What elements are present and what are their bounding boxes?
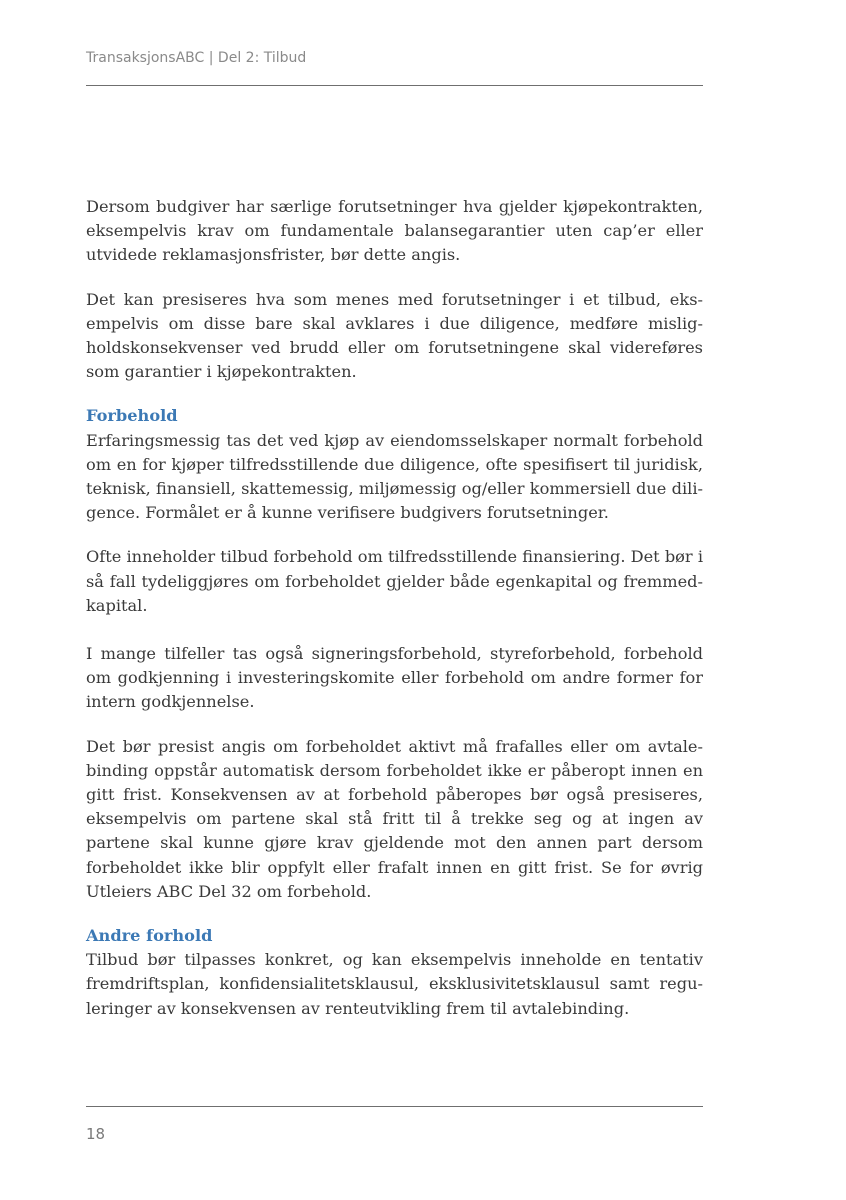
paragraph: I mange tilfeller tas også signeringsforbehold, styreforbehold, forbehold om godkjenning i investeringskomite eller forbehold om andre former for intern godkjennelse. <box>86 644 703 712</box>
header-divider <box>86 85 703 86</box>
paragraph: Erfaringsmessig tas det ved kjøp av eiendomsselskaper normalt forbehold om en for kjøper tilfredsstillende due diligence, ofte spesifisert til juridisk, teknisk, finansiell, skattemessig, miljømessig og/eller kommersiell due diligence. Formålet er å kunne verifisere budgivers forutsetninger. <box>86 430 703 523</box>
paragraph: Det bør presist angis om forbeholdet aktivt må frafalles eller om avtalebinding oppstår automatisk dersom forbeholdet ikke er påberopt innen en gitt frist. Konsekvensen av at forbehold påberopes bør også presiseres, eksempelvis om partene skal stå fritt til å trekke seg og at ingen av partene skal kunne gjøre krav gjeldende mot den annen part dersom forbeholdet ikke blir oppfylt eller frafalt innen en gitt frist. Se for øvrig Utleiers ABC Del 32 om forbehold. <box>86 736 703 901</box>
footer-divider <box>86 1106 703 1107</box>
paragraph: Tilbud bør tilpasses konkret, og kan eksempelvis inneholde en tentativ fremdriftsplan, konfidensialitetsklausul, eksklusivitetsklausul samt reguleringer av konsekvensen av renteutvikling frem til avtalebinding. <box>86 950 703 1018</box>
paragraph: Det kan presiseres hva som menes med forutsetninger i et tilbud, eksempelvis om disse bare skal avklares i due diligence, medføre misligholdskonsekvenser ved brudd eller om forutsetningene skal videreføres som garantier i kjøpekontrakten. <box>86 289 703 382</box>
page-body <box>86 195 703 1021</box>
section-andre-forhold <box>86 924 703 1021</box>
running-header: TransaksjonsABC | Del 2: Tilbud <box>86 50 307 66</box>
section-heading-andre-forhold: Andre forhold <box>86 926 213 946</box>
paragraph: Dersom budgiver har særlige forutsetninger hva gjelder kjøpekontrakten, eksempelvis krav om fundamentale balansegarantier uten cap’er eller utvidede reklamasjonsfrister, bør dette angis. <box>86 197 703 265</box>
page-number: 18 <box>86 1125 106 1143</box>
section-heading-forbehold: Forbehold <box>86 406 178 426</box>
section-forbehold <box>86 404 703 525</box>
paragraph: Ofte inneholder tilbud forbehold om tilfredsstillende finansiering. Det bør i så fall tydeliggjøres om forbeholdet gjelder både egenkapital og fremmedkapital. <box>86 547 703 615</box>
